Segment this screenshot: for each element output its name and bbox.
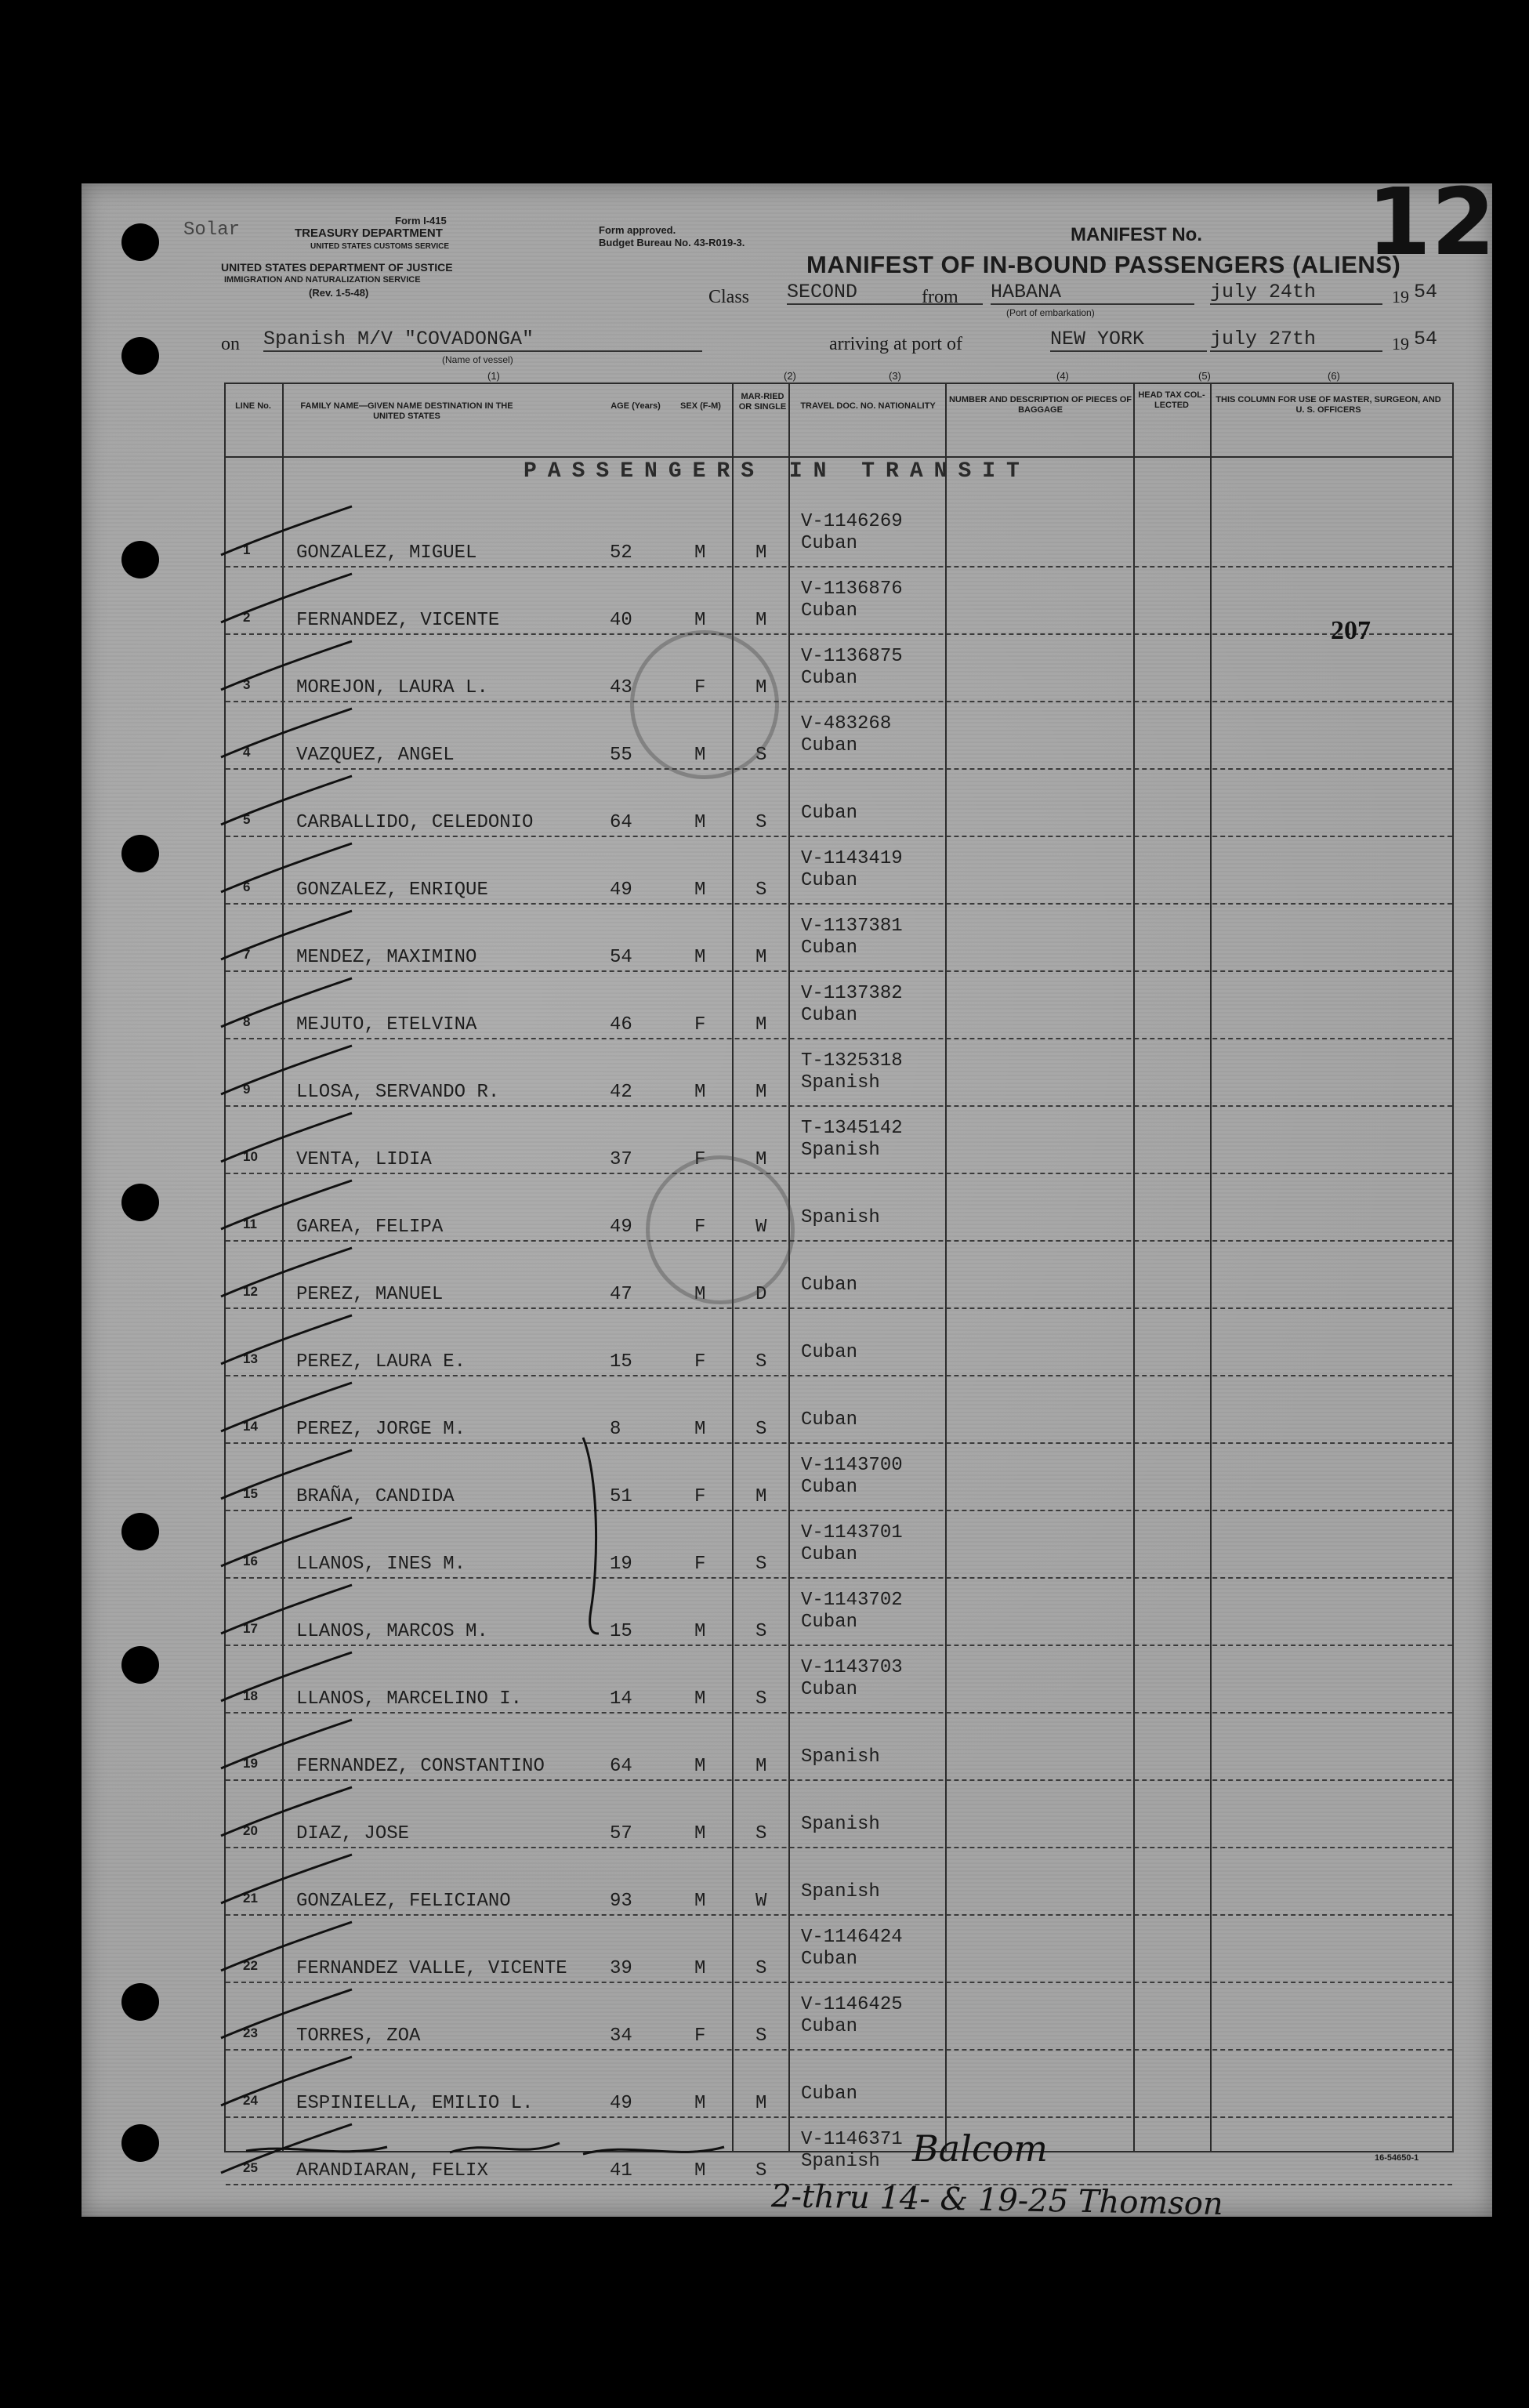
vessel-name: Spanish M/V "COVADONGA" <box>263 328 702 352</box>
line-number: 9 <box>243 1082 251 1097</box>
tick-mark <box>221 1180 352 1229</box>
tick-mark <box>221 1518 352 1566</box>
passenger-age: 40 <box>610 610 632 631</box>
header-family-name: FAMILY NAME—GIVEN NAME DESTINATION IN THE UNITED STATES <box>300 401 513 421</box>
passenger-name: VAZQUEZ, ANGEL <box>296 745 455 766</box>
passenger-sex: M <box>694 812 706 833</box>
page-title: MANIFEST OF IN-BOUND PASSENGERS (ALIENS) <box>806 251 1401 278</box>
passenger-age: 14 <box>610 1688 632 1710</box>
passenger-sex: M <box>694 542 706 564</box>
passenger-name: GONZALEZ, MIGUEL <box>296 542 477 564</box>
passenger-marital: M <box>755 610 767 631</box>
passenger-sex: M <box>694 610 706 631</box>
tick-mark <box>221 911 352 959</box>
passenger-sex: M <box>694 2093 706 2114</box>
passenger-age: 49 <box>610 2093 632 2114</box>
passenger-sex: M <box>694 1756 706 1777</box>
manifest-number: 12 <box>1367 168 1496 276</box>
line-number: 8 <box>243 1014 251 1029</box>
travel-doc-number: V-1143419 <box>801 848 903 869</box>
arrival-date: july 27th <box>1210 328 1382 352</box>
line-number: 24 <box>243 2093 258 2108</box>
passenger-marital: S <box>755 879 767 901</box>
passenger-nationality: Spanish <box>801 1814 880 1835</box>
passenger-sex: M <box>694 947 706 968</box>
form-code: 16-54650-1 <box>1375 2153 1419 2163</box>
line-number: 5 <box>243 812 251 827</box>
passenger-name: FERNANDEZ VALLE, VICENTE <box>296 1958 567 1979</box>
tick-mark <box>221 1585 352 1634</box>
passenger-age: 49 <box>610 1217 632 1238</box>
passenger-nationality: Cuban <box>801 1679 858 1700</box>
travel-doc-number: V-1137381 <box>801 916 903 937</box>
manifest-no-label: MANIFEST No. <box>1071 224 1202 245</box>
line-number: 22 <box>243 1958 258 1973</box>
passenger-marital: M <box>755 1082 767 1103</box>
line-number: 16 <box>243 1554 258 1568</box>
tick-mark <box>221 1315 352 1364</box>
line-number: 2 <box>243 610 251 625</box>
passenger-sex: F <box>694 1554 706 1575</box>
passenger-sex: M <box>694 1284 706 1305</box>
tick-mark <box>221 978 352 1027</box>
passenger-marital: S <box>755 1554 767 1575</box>
passenger-marital: S <box>755 2025 767 2047</box>
class-label: Class <box>708 287 750 307</box>
arriving-label: arriving at port of <box>829 334 962 354</box>
passenger-nationality: Cuban <box>801 803 858 824</box>
side-note: 207 <box>1331 616 1371 645</box>
header-travel-doc: TRAVEL DOC. NO. NATIONALITY <box>800 401 936 411</box>
passenger-sex: M <box>694 1419 706 1440</box>
line-number: 19 <box>243 1756 258 1771</box>
passenger-name: LLANOS, INES M. <box>296 1554 466 1575</box>
manifest-sheet <box>82 168 1496 2223</box>
vessel-note: (Name of vessel) <box>442 354 513 365</box>
passenger-name: ESPINIELLA, EMILIO L. <box>296 2093 534 2114</box>
tick-mark <box>221 2057 352 2105</box>
passenger-marital: S <box>755 1351 767 1373</box>
passenger-sex: F <box>694 677 706 698</box>
travel-doc-number: V-1143701 <box>801 1522 903 1543</box>
budget-bureau: Budget Bureau No. 43-R019-3. <box>599 237 745 248</box>
col-num-2: (2) <box>784 370 796 382</box>
passenger-nationality: Cuban <box>801 1612 858 1633</box>
col-num-4: (4) <box>1056 370 1069 382</box>
punch-hole <box>121 1184 159 1221</box>
header-age: AGE (Years) <box>611 401 661 411</box>
passenger-age: 15 <box>610 1621 632 1642</box>
handwritten-note: 2-thru 14- & 19-25 Thomson <box>770 2178 1224 2223</box>
travel-doc-number: V-1137382 <box>801 983 903 1004</box>
line-number: 20 <box>243 1823 258 1838</box>
tick-mark <box>221 1989 352 2038</box>
travel-doc-number: V-1146371 <box>801 2129 903 2150</box>
passenger-nationality: Spanish <box>801 1746 880 1768</box>
passenger-age: 34 <box>610 2025 632 2047</box>
tick-mark <box>221 1248 352 1296</box>
passenger-age: 46 <box>610 1014 632 1035</box>
passenger-sex: M <box>694 1823 706 1844</box>
passenger-nationality: Cuban <box>801 2083 858 2105</box>
passenger-nationality: Cuban <box>801 735 858 756</box>
passenger-name: GONZALEZ, FELICIANO <box>296 1891 511 1912</box>
passenger-marital: M <box>755 1486 767 1507</box>
col-num-1: (1) <box>487 370 500 382</box>
travel-doc-number: V-1143702 <box>801 1590 903 1611</box>
tick-mark <box>221 1720 352 1768</box>
passenger-age: 43 <box>610 677 632 698</box>
from-value: HABANA <box>991 281 1194 305</box>
passenger-nationality: Cuban <box>801 1275 858 1296</box>
from-label: from <box>922 287 958 307</box>
passenger-nationality: Cuban <box>801 600 858 622</box>
passenger-sex: F <box>694 1149 706 1170</box>
passenger-nationality: Spanish <box>801 1881 880 1902</box>
passenger-marital: M <box>755 542 767 564</box>
passenger-marital: M <box>755 2093 767 2114</box>
passenger-age: 37 <box>610 1149 632 1170</box>
passenger-marital: S <box>755 1419 767 1440</box>
line-number: 1 <box>243 542 251 557</box>
passenger-marital: M <box>755 677 767 698</box>
punch-hole <box>121 1513 159 1550</box>
passenger-age: 49 <box>610 879 632 901</box>
travel-doc-number: V-1136876 <box>801 578 903 600</box>
line-number: 14 <box>243 1419 258 1434</box>
signature: Balcom <box>912 2127 1049 2170</box>
travel-doc-number: T-1345142 <box>801 1118 903 1139</box>
col-num-6: (6) <box>1328 370 1340 382</box>
passenger-age: 54 <box>610 947 632 968</box>
tick-mark <box>221 776 352 825</box>
from-year: 54 <box>1414 281 1438 303</box>
passenger-nationality: Cuban <box>801 668 858 689</box>
handwritten-marks <box>82 183 1492 2217</box>
passenger-name: MOREJON, LAURA L. <box>296 677 488 698</box>
passenger-name: PEREZ, MANUEL <box>296 1284 444 1305</box>
passenger-age: 42 <box>610 1082 632 1103</box>
passenger-marital: S <box>755 745 767 766</box>
tick-mark <box>221 1787 352 1836</box>
tick-mark <box>221 843 352 892</box>
passenger-sex: F <box>694 2025 706 2047</box>
line-number: 18 <box>243 1688 258 1703</box>
passenger-nationality: Cuban <box>801 1477 858 1498</box>
travel-doc-number: V-1146269 <box>801 511 903 532</box>
travel-doc-number: V-1143703 <box>801 1657 903 1678</box>
header-head-tax: HEAD TAX COL-LECTED <box>1138 390 1205 410</box>
passenger-marital: S <box>755 1823 767 1844</box>
passenger-nationality: Spanish <box>801 1140 880 1161</box>
travel-doc-number: V-1136875 <box>801 646 903 667</box>
passenger-age: 64 <box>610 1756 632 1777</box>
line-number: 15 <box>243 1486 258 1501</box>
passenger-marital: W <box>755 1891 767 1912</box>
tick-mark <box>221 1922 352 1971</box>
punch-hole <box>121 337 159 375</box>
passenger-age: 64 <box>610 812 632 833</box>
passenger-marital: S <box>755 1621 767 1642</box>
passenger-marital: W <box>755 1217 767 1238</box>
passenger-name: TORRES, ZOA <box>296 2025 421 2047</box>
punch-hole <box>121 835 159 872</box>
passenger-marital: S <box>755 1958 767 1979</box>
passenger-nationality: Cuban <box>801 2016 858 2037</box>
passenger-age: 55 <box>610 745 632 766</box>
passenger-sex: M <box>694 1958 706 1979</box>
passenger-age: 8 <box>610 1419 621 1440</box>
class-value: SECOND <box>787 281 983 305</box>
passenger-sex: M <box>694 1688 706 1710</box>
tick-mark <box>221 1652 352 1701</box>
passenger-name: CARBALLIDO, CELEDONIO <box>296 812 534 833</box>
line-number: 23 <box>243 2025 258 2040</box>
line-number: 13 <box>243 1351 258 1366</box>
header-line-no: LINE No. <box>235 401 271 411</box>
form-approved: Form approved. <box>599 224 676 236</box>
passenger-name: LLANOS, MARCOS M. <box>296 1621 488 1642</box>
line-number: 3 <box>243 677 251 692</box>
passenger-nationality: Cuban <box>801 1342 858 1363</box>
passenger-name: FERNANDEZ, CONSTANTINO <box>296 1756 545 1777</box>
passenger-age: 19 <box>610 1554 632 1575</box>
arrival-year: 54 <box>1414 328 1438 350</box>
tick-mark <box>221 1450 352 1499</box>
form-number: Form I-415 <box>395 215 447 227</box>
line-number: 7 <box>243 947 251 962</box>
tick-mark <box>221 709 352 757</box>
section-title: PASSENGERS IN TRANSIT <box>524 459 1031 484</box>
passenger-name: MEJUTO, ETELVINA <box>296 1014 477 1035</box>
passenger-name: PEREZ, LAURA E. <box>296 1351 466 1373</box>
passenger-marital: S <box>755 2160 767 2181</box>
passenger-name: LLOSA, SERVANDO R. <box>296 1082 500 1103</box>
arrival-port: NEW YORK <box>1050 328 1207 352</box>
passenger-age: 51 <box>610 1486 632 1507</box>
header-married: MAR-RIED OR SINGLE <box>738 392 787 412</box>
port-embarkation-note: (Port of embarkation) <box>1006 307 1095 318</box>
passenger-age: 57 <box>610 1823 632 1844</box>
passenger-sex: F <box>694 1486 706 1507</box>
punch-hole <box>121 223 159 261</box>
passenger-name: MENDEZ, MAXIMINO <box>296 947 477 968</box>
passenger-name: GAREA, FELIPA <box>296 1217 444 1238</box>
passenger-nationality: Cuban <box>801 937 858 959</box>
tick-mark <box>221 641 352 690</box>
line-number: 4 <box>243 745 251 760</box>
passenger-name: PEREZ, JORGE M. <box>296 1419 466 1440</box>
passenger-marital: M <box>755 1014 767 1035</box>
passenger-sex: M <box>694 879 706 901</box>
ins-service: IMMIGRATION AND NATURALIZATION SERVICE <box>224 275 421 285</box>
tick-mark <box>221 1855 352 1903</box>
passenger-name: BRAÑA, CANDIDA <box>296 1486 455 1507</box>
travel-doc-number: V-1146424 <box>801 1927 903 1948</box>
passenger-nationality: Cuban <box>801 870 858 891</box>
revision: (Rev. 1-5-48) <box>309 287 369 299</box>
line-number: 21 <box>243 1891 258 1906</box>
punch-hole <box>121 1646 159 1684</box>
travel-doc-number: V-1143700 <box>801 1455 903 1476</box>
passenger-age: 47 <box>610 1284 632 1305</box>
passenger-nationality: Cuban <box>801 533 858 554</box>
passenger-nationality: Spanish <box>801 1072 880 1093</box>
passenger-age: 39 <box>610 1958 632 1979</box>
passenger-marital: M <box>755 1756 767 1777</box>
passenger-nationality: Cuban <box>801 1949 858 1970</box>
punch-hole <box>121 1983 159 2021</box>
passenger-sex: M <box>694 1621 706 1642</box>
passenger-age: 52 <box>610 542 632 564</box>
passenger-sex: M <box>694 745 706 766</box>
corner-note: Solar <box>183 219 241 241</box>
passenger-nationality: Cuban <box>801 1409 858 1431</box>
passenger-nationality: Spanish <box>801 1207 880 1228</box>
line-number: 10 <box>243 1149 258 1164</box>
treasury-dept: TREASURY DEPARTMENT <box>295 227 443 240</box>
travel-doc-number: V-1146425 <box>801 1994 903 2015</box>
line-number: 11 <box>243 1217 257 1231</box>
passenger-marital: M <box>755 1149 767 1170</box>
passenger-marital: S <box>755 1688 767 1710</box>
passenger-age: 15 <box>610 1351 632 1373</box>
passenger-sex: F <box>694 1351 706 1373</box>
passenger-name: VENTA, LIDIA <box>296 1149 432 1170</box>
line-number: 25 <box>243 2160 258 2175</box>
punch-hole <box>121 541 159 578</box>
passenger-nationality: Spanish <box>801 2151 880 2172</box>
passenger-sex: F <box>694 1014 706 1035</box>
passenger-name: LLANOS, MARCELINO I. <box>296 1688 523 1710</box>
col-num-3: (3) <box>889 370 901 382</box>
punch-hole <box>121 2124 159 2162</box>
passenger-sex: M <box>694 2160 706 2181</box>
on-label: on <box>221 334 240 354</box>
line-number: 12 <box>243 1284 258 1299</box>
passenger-nationality: Cuban <box>801 1544 858 1565</box>
travel-doc-number: V-483268 <box>801 713 892 734</box>
line-number: 17 <box>243 1621 258 1636</box>
line-number: 6 <box>243 879 251 894</box>
from-year-prefix: 19 <box>1392 287 1409 306</box>
passenger-nationality: Cuban <box>801 1005 858 1026</box>
header-officers: THIS COLUMN FOR USE OF MASTER, SURGEON, AND U. S. OFFICERS <box>1216 395 1441 415</box>
tick-mark <box>221 1046 352 1094</box>
footer-scribble <box>246 2143 724 2154</box>
passenger-sex: M <box>694 1891 706 1912</box>
tick-mark <box>221 574 352 622</box>
passenger-name: GONZALEZ, ENRIQUE <box>296 879 488 901</box>
passenger-age: 41 <box>610 2160 632 2181</box>
passenger-sex: M <box>694 1082 706 1103</box>
passenger-marital: D <box>755 1284 767 1305</box>
header-baggage: NUMBER AND DESCRIPTION OF PIECES OF BAGGAGE <box>948 395 1132 415</box>
tick-mark <box>221 1113 352 1162</box>
col-num-5: (5) <box>1198 370 1211 382</box>
passenger-age: 93 <box>610 1891 632 1912</box>
passenger-name: ARANDIARAN, FELIX <box>296 2160 488 2181</box>
travel-doc-number: T-1325318 <box>801 1050 903 1072</box>
passenger-marital: S <box>755 812 767 833</box>
customs-service: UNITED STATES CUSTOMS SERVICE <box>310 242 450 251</box>
passenger-sex: F <box>694 1217 706 1238</box>
passenger-name: DIAZ, JOSE <box>296 1823 410 1844</box>
tick-mark <box>221 506 352 555</box>
passenger-marital: M <box>755 947 767 968</box>
justice-dept: UNITED STATES DEPARTMENT OF JUSTICE <box>221 261 453 274</box>
tick-mark <box>221 1383 352 1431</box>
bracket-mark <box>583 1438 599 1634</box>
arrival-year-prefix: 19 <box>1392 334 1409 354</box>
header-sex: SEX (F-M) <box>680 401 721 411</box>
from-date: july 24th <box>1210 281 1382 305</box>
passenger-name: FERNANDEZ, VICENTE <box>296 610 500 631</box>
